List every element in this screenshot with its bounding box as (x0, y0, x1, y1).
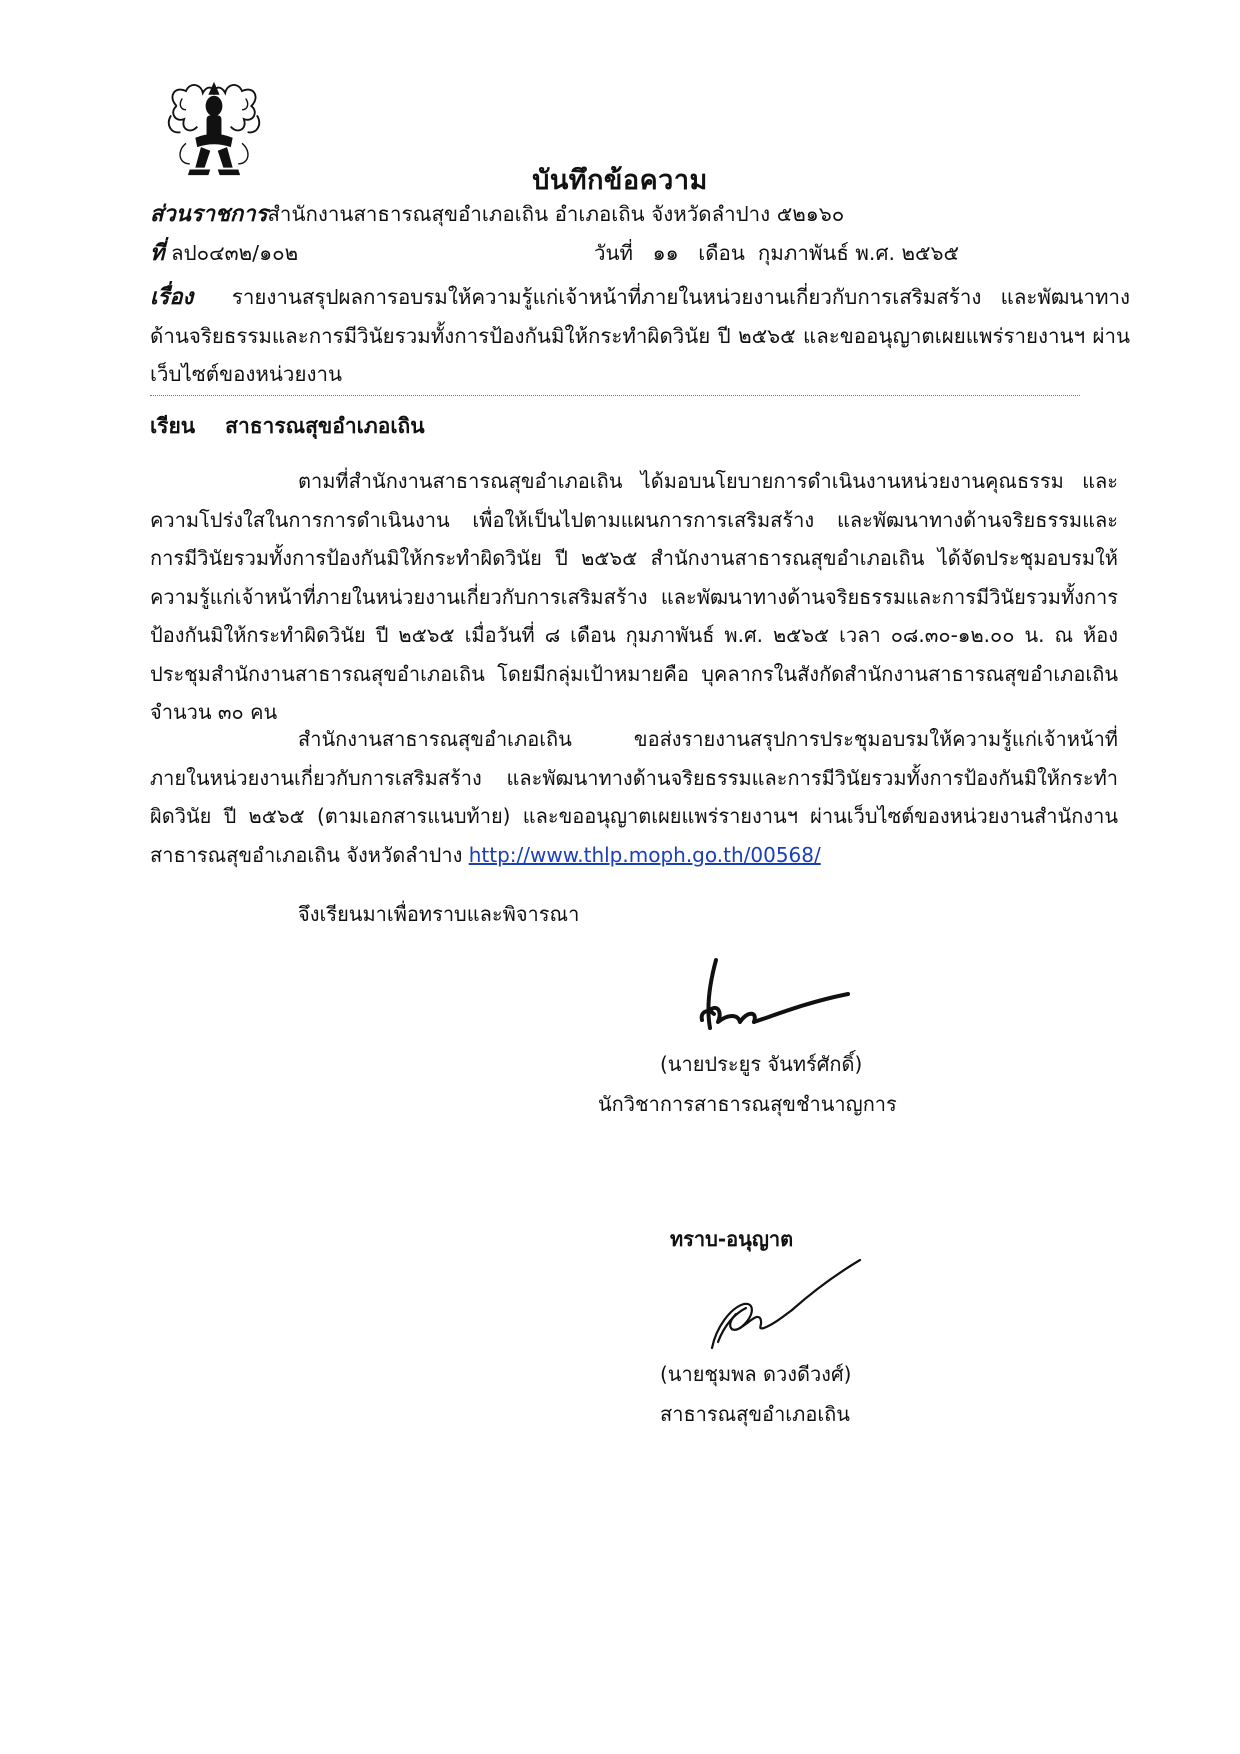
reference-line (150, 238, 298, 269)
website-link[interactable]: http://www.thlp.moph.go.th/00568/ (468, 842, 821, 867)
date-day: ๑๑ (652, 241, 679, 265)
approval-label: ทราบ-อนุญาต (670, 1227, 794, 1251)
greeting-label: เรียน (150, 414, 196, 438)
agency-line (150, 199, 844, 230)
signer-position: นักวิชาการสาธารณสุขชำนาญการ (598, 1092, 897, 1116)
body-paragraph-2 (150, 720, 1118, 874)
agency-label: ส่วนราชการ (150, 202, 268, 227)
reference-value: ลป๐๔๓๒/๑๐๒ (171, 241, 299, 265)
body-paragraph-2-text: สำนักงานสาธารณสุขอำเภอเถิน ขอส่งรายงานสรุปการประชุมอบรมให้ความรู้แก่เจ้าหน้าที่ภายในหน่วยงานเกี่ยวกับการเสริมสร้าง และพัฒนาทางด้านจริยธรรมและการมีวินัยรวมทั้งการป้องกันมิให้กระทำผิดวินัย ปี ๒๕๖๕ (ตามเอกสารแนบท้าย) และขออนุญาตเผยแพร่รายงานฯ ผ่านเว็บไซต์ของหน่วยงานสำนักงานสาธารณสุขอำเภอเถิน จังหวัดลำปาง (150, 727, 1118, 867)
closing-line: จึงเรียนมาเพื่อทราบและพิจารณา (298, 902, 580, 926)
signer-name: (นายประยูร จันทร์ศักดิ์) (660, 1052, 863, 1076)
dotted-divider (150, 395, 1080, 396)
date-month-year: กุมภาพันธ์ พ.ศ. ๒๕๖๕ (757, 241, 960, 265)
body-paragraph-1: ตามที่สำนักงานสาธารณสุขอำเภอเถิน ได้มอบนโยบายการดำเนินงานหน่วยงานคุณธรรม และความโปร่งใสในการการดำเนินงาน เพื่อให้เป็นไปตามแผนการการเสริมสร้าง และพัฒนาทางด้านจริยธรรมและการมีวินัยรวมทั้งการป้องกันมิให้กระทำผิดวินัย ปี ๒๕๖๕ สำนักงานสาธารณสุขอำเภอเถิน ได้จัดประชุมอบรมให้ความรู้แก่เจ้าหน้าที่ภายในหน่วยงานเกี่ยวกับการเสริมสร้าง และพัฒนาทางด้านจริยธรรมและการมีวินัยรวมทั้งการป้องกันมิให้กระทำผิดวินัย ปี ๒๕๖๕ เมื่อวันที่ ๘ เดือน กุมภาพันธ์ พ.ศ. ๒๕๖๕ เวลา ๐๘.๓๐-๑๒.๐๐ น. ณ ห้องประชุมสำนักงานสาธารณสุขอำเภอเถิน โดยมีกลุ่มเป้าหมายคือ บุคลากรในสังกัดสำนักงานสาธารณสุขอำเภอเถิน จำนวน ๓๐ คน (150, 469, 1118, 724)
reference-label: ที่ (150, 241, 165, 266)
subject-block (150, 278, 1130, 393)
signature-1-image (688, 948, 858, 1038)
date-label: วันที่ (594, 241, 634, 265)
signature-2-image (700, 1238, 870, 1358)
date-line (594, 238, 959, 268)
greeting-line (150, 410, 425, 443)
month-label: เดือน (698, 241, 745, 265)
greeting-value: สาธารณสุขอำเภอเถิน (225, 414, 425, 438)
approver-position: สาธารณสุขอำเภอเถิน (660, 1402, 850, 1426)
approver-name: (นายชุมพล ดวงดีวงศ์) (660, 1362, 852, 1386)
subject-value: รายงานสรุปผลการอบรมให้ความรู้แก่เจ้าหน้าที่ภายในหน่วยงานเกี่ยวกับการเสริมสร้าง และพัฒนาทางด้านจริยธรรมและการมีวินัยรวมทั้งการป้องกันมิให้กระทำผิดวินัย ปี ๒๕๖๕ และขออนุญาตเผยแพร่รายงานฯ ผ่านเว็บไซต์ของหน่วยงาน (150, 285, 1130, 386)
agency-value: สำนักงานสาธารณสุขอำเภอเถิน อำเภอเถิน จังหวัดลำปาง ๕๒๑๖๐ (267, 202, 845, 226)
subject-label: เรื่อง (150, 285, 194, 310)
page-title: บันทึกข้อความ (532, 165, 708, 196)
